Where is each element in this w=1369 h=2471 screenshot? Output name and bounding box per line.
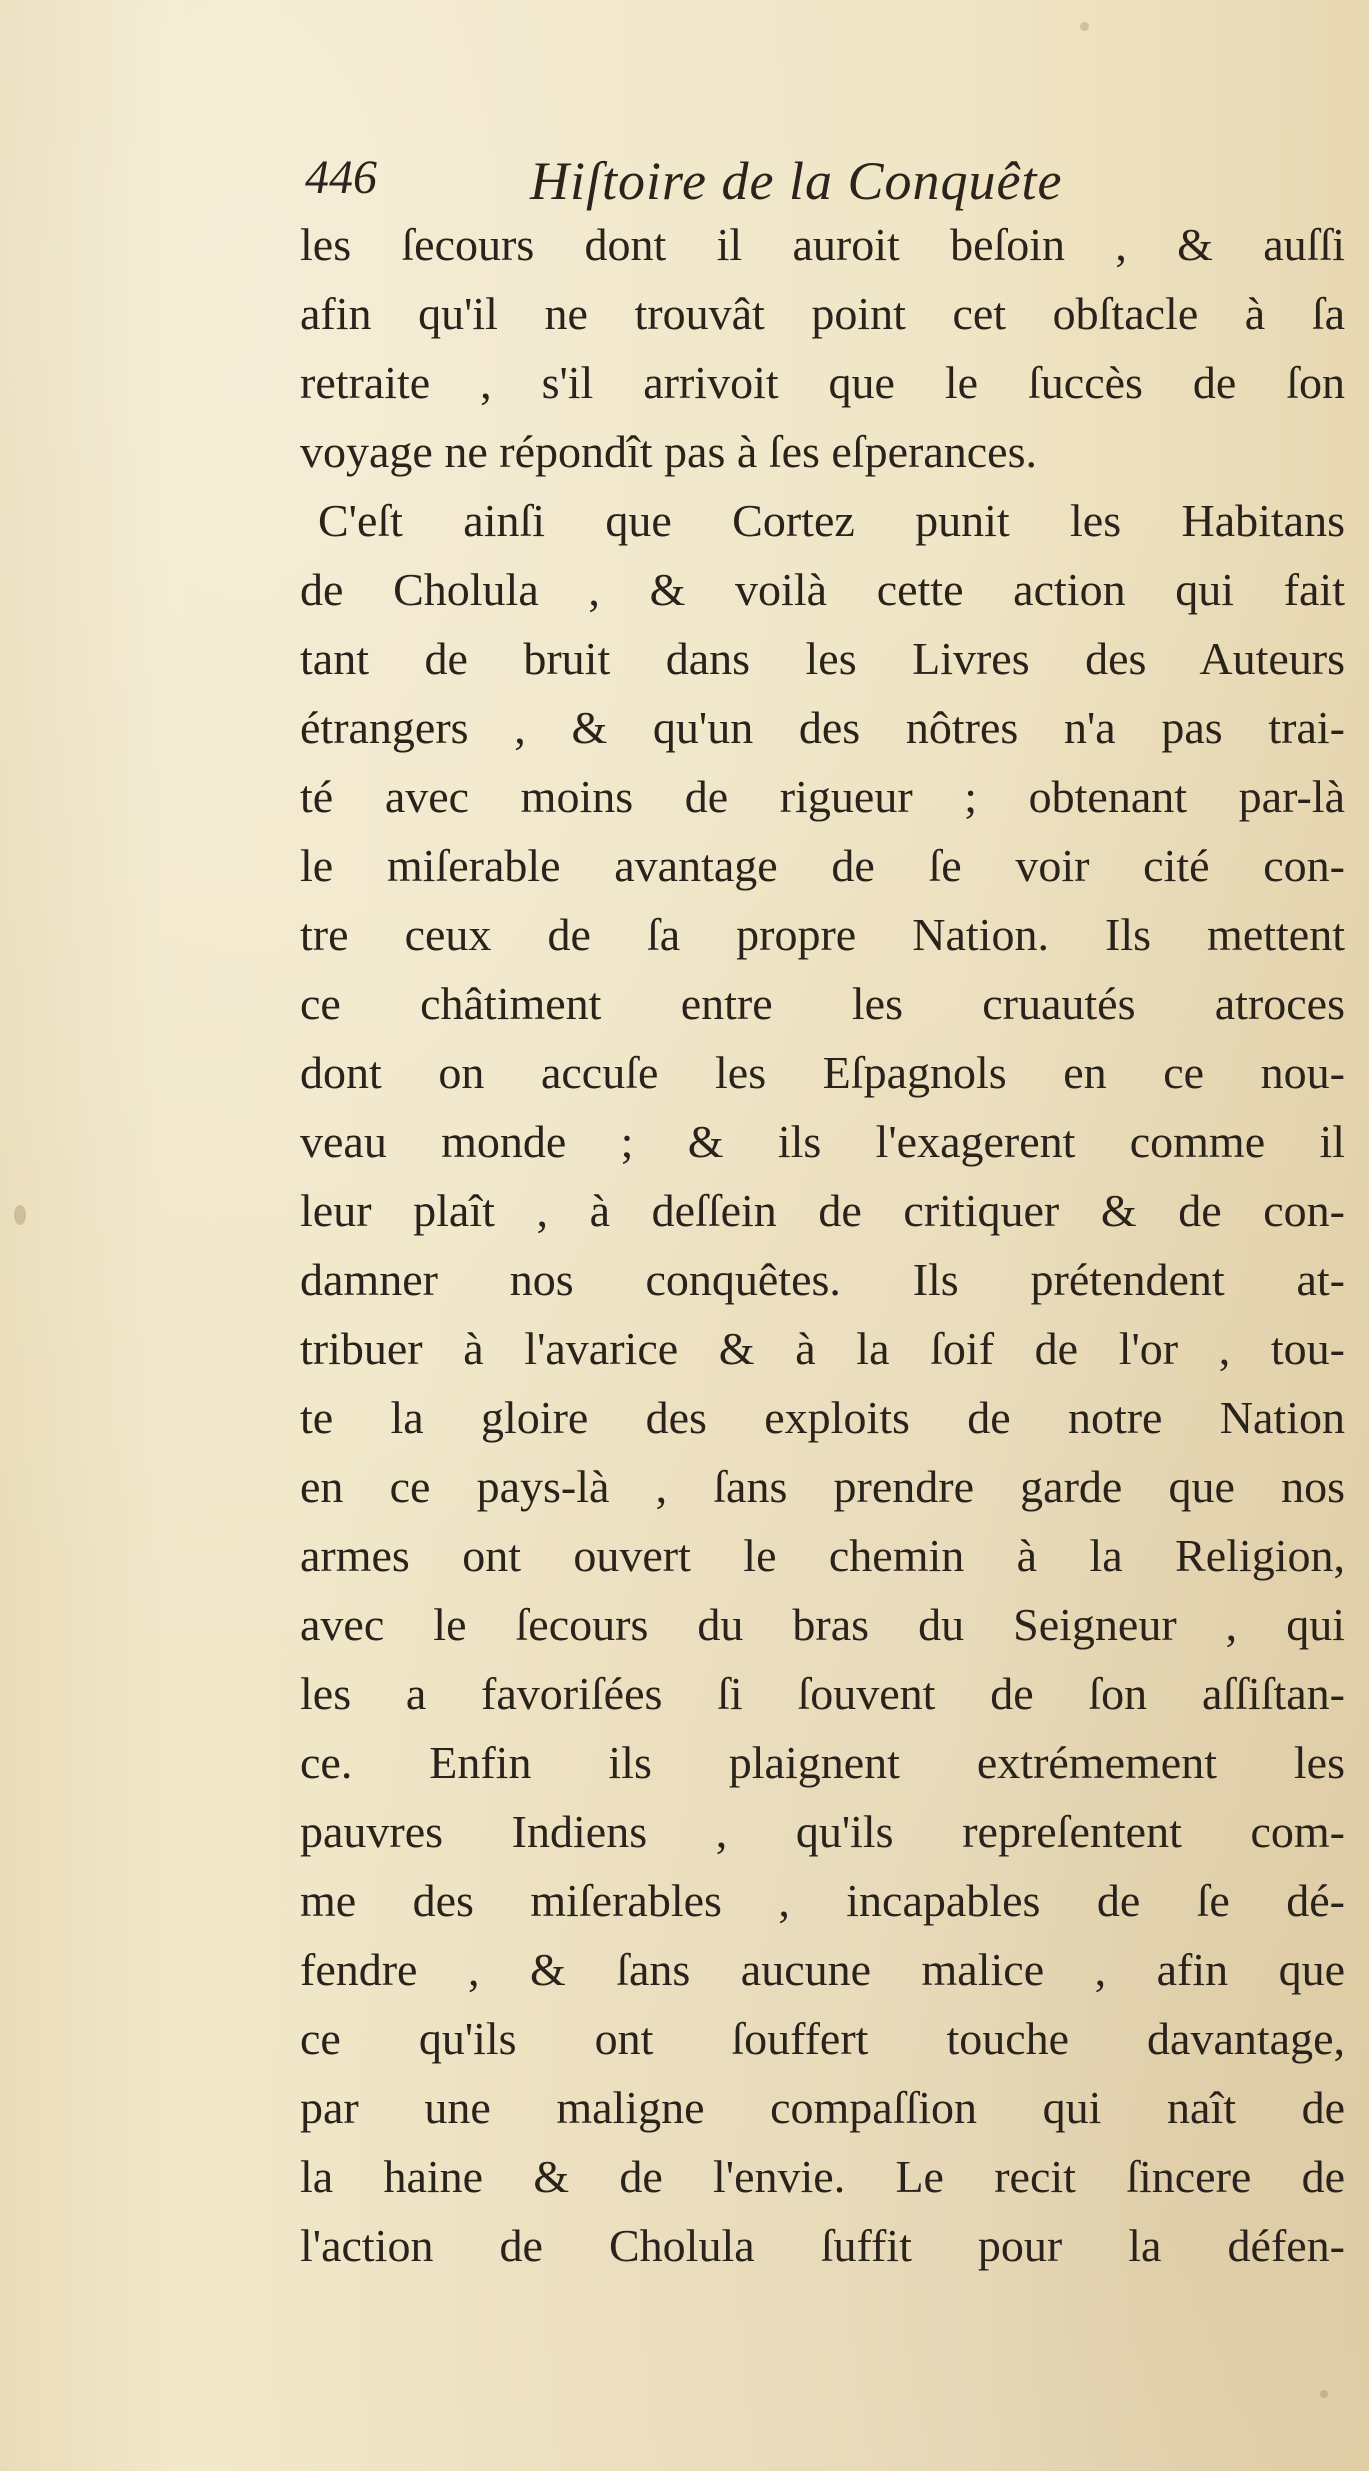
text-line: leur plaît , à deſſein de critiquer & de con-: [300, 1185, 1345, 1236]
page-header: [305, 150, 1305, 211]
text-line: ce. Enfin ils plaignent extrémement les: [300, 1737, 1345, 1788]
text-line: retraite , s'il arrivoit que le ſuccès de ſon: [300, 357, 1345, 408]
text-line: ce châtiment entre les cruautés atroces: [300, 978, 1345, 1029]
text-line: avec le ſecours du bras du Seigneur , qui: [300, 1599, 1345, 1650]
text-line: te la gloire des exploits de notre Nation: [300, 1392, 1345, 1443]
text-line: les ſecours dont il auroit beſoin , & auſſi: [300, 219, 1345, 270]
text-line: l'action de Cholula ſuffit pour la défen-: [300, 2220, 1345, 2271]
text-line: ce qu'ils ont ſouffert touche davantage,: [300, 2013, 1345, 2064]
text-line: C'eſt ainſi que Cortez punit les Habitans: [318, 495, 1345, 546]
text-line: tant de bruit dans les Livres des Auteurs: [300, 633, 1345, 684]
text-line: pauvres Indiens , qu'ils repreſentent com-: [300, 1806, 1345, 1857]
text-line: tribuer à l'avarice & à la ſoif de l'or , tou-: [300, 1323, 1345, 1374]
text-line: damner nos conquêtes. Ils prétendent at-: [300, 1254, 1345, 1305]
text-line: le miſerable avantage de ſe voir cité con-: [300, 840, 1345, 891]
text-line: armes ont ouvert le chemin à la Religion,: [300, 1530, 1345, 1581]
text-line: par une maligne compaſſion qui naît de: [300, 2082, 1345, 2133]
text-line: veau monde ; & ils l'exagerent comme il: [300, 1116, 1345, 1167]
running-title: Hiſtoire de la Conquête: [530, 151, 1063, 211]
text-line: de Cholula , & voilà cette action qui fait: [300, 564, 1345, 615]
text-line: fendre , & ſans aucune malice , afin que: [300, 1944, 1345, 1995]
text-line: étrangers , & qu'un des nôtres n'a pas trai-: [300, 702, 1345, 753]
text-line: voyage ne répondît pas à ſes eſperances.: [300, 426, 1037, 477]
text-line: les a favoriſées ſi ſouvent de ſon aſſiſtan-: [300, 1668, 1345, 1719]
text-line: tre ceux de ſa propre Nation. Ils mettent: [300, 909, 1345, 960]
text-line: la haine & de l'envie. Le recit ſincere de: [300, 2151, 1345, 2202]
paper-stain: [14, 1205, 26, 1225]
paper-stain: [1320, 2390, 1328, 2398]
text-line: me des miſerables , incapables de ſe dé-: [300, 1875, 1345, 1926]
paper-stain: [1080, 22, 1089, 31]
text-line: té avec moins de rigueur ; obtenant par-là: [300, 771, 1345, 822]
text-line: afin qu'il ne trouvât point cet obſtacle à ſa: [300, 288, 1345, 339]
body-text: [300, 210, 1345, 2280]
page-number: 446: [305, 151, 377, 204]
text-line: en ce pays-là , ſans prendre garde que nos: [300, 1461, 1345, 1512]
text-line: dont on accuſe les Eſpagnols en ce nou-: [300, 1047, 1345, 1098]
